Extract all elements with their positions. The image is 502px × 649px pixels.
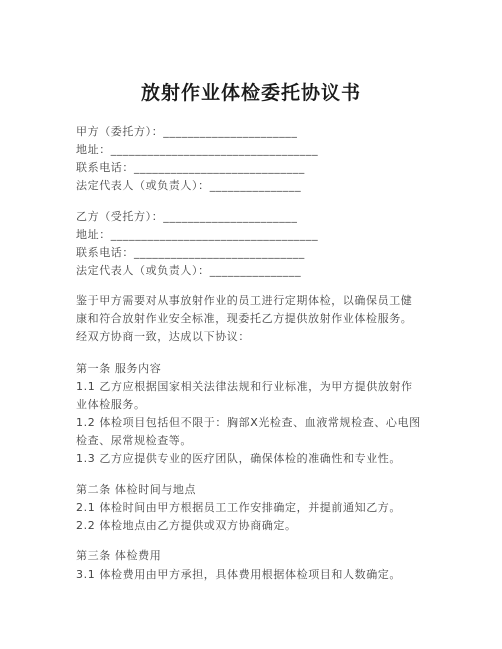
article-2-clause-1: 2.1 体检时间由甲方根据员工工作安排确定，并提前通知乙方。 — [76, 501, 401, 514]
article-1-clause-1: 1.1 乙方应根据国家相关法律法规和行业标准，为甲方提供放射作业体检服务。 — [76, 380, 413, 411]
party-a-name-field: 甲方（委托方）：______________________ — [76, 125, 298, 138]
article-1-clause-2: 1.2 体检项目包括但不限于：胸部X光检查、血液常规检查、心电图检查、尿常规检查等。 — [76, 416, 421, 447]
party-a-address-field: 地址：__________________________________ — [76, 143, 319, 156]
party-a-phone-field: 联系电话：____________________________ — [76, 161, 305, 174]
preamble-paragraph: 鉴于甲方需要对从事放射作业的员工进行定期体检，以确保员工健康和符合放射作业安全标准，现委托乙方提供放射作业体检服务。经双方协商一致，达成以下协议： — [76, 294, 413, 343]
article-1-heading: 第一条 服务内容 — [76, 362, 162, 375]
article-1-clause-3: 1.3 乙方应提供专业的医疗团队，确保体检的准确性和专业性。 — [76, 452, 401, 465]
party-b-phone-field: 联系电话：____________________________ — [76, 246, 305, 259]
document-title: 放射作业体检委托协议书 — [140, 82, 361, 104]
article-3-heading: 第三条 体检费用 — [76, 549, 162, 562]
party-a-representative-field: 法定代表人（或负责人）：_______________ — [76, 179, 302, 192]
party-b-name-field: 乙方（受托方）：______________________ — [76, 210, 298, 223]
party-b-address-field: 地址：__________________________________ — [76, 228, 319, 241]
article-2-heading: 第二条 体检时间与地点 — [76, 483, 197, 496]
article-2-clause-2: 2.2 体检地点由乙方提供或双方协商确定。 — [76, 519, 297, 532]
article-3-clause-1: 3.1 体检费用由甲方承担，具体费用根据体检项目和人数确定。 — [76, 568, 401, 581]
party-b-representative-field: 法定代表人（或负责人）：_______________ — [76, 264, 302, 277]
